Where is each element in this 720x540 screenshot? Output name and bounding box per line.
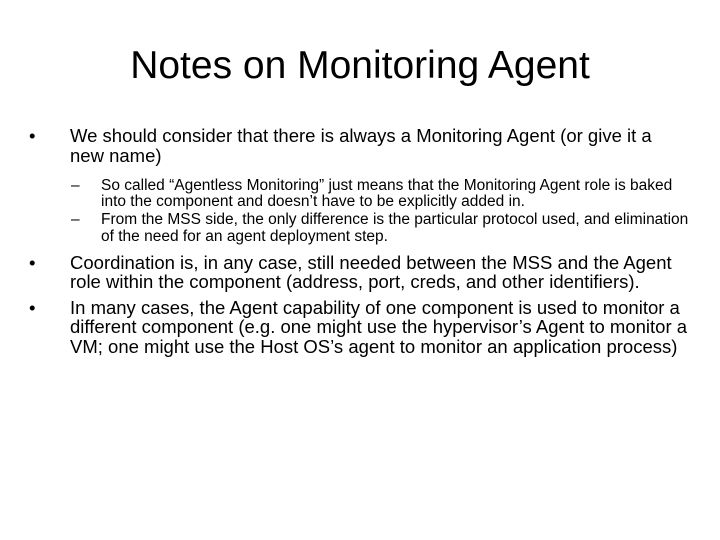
bullet-item-3 bbox=[26, 298, 690, 357]
bullet-icon: • bbox=[29, 125, 36, 146]
bullet-icon: • bbox=[29, 296, 36, 318]
dash-icon: – bbox=[71, 211, 80, 229]
bullet-item-1-text: We should consider that there is always a Monitoring Agent (or give it a new name) bbox=[70, 125, 652, 166]
bullet-item-3-text: In many cases, the Agent capability of one component is used to monitor a different component (e.g. one might use the hypervisor’s Agent to monitor a VM; one might use the Host OS’s agent to monitor an application process) bbox=[70, 296, 688, 357]
bullet-icon: • bbox=[29, 251, 36, 273]
bullet-item-1 bbox=[26, 126, 690, 165]
sub-bullet-item-1-text: So called “Agentless Monitoring” just means that the Monitoring Agent role is baked into the component and doesn’t have to be explicitly added in. bbox=[101, 177, 673, 211]
bullet-item-2 bbox=[26, 253, 690, 292]
sub-bullet-list bbox=[26, 178, 690, 245]
slide-body bbox=[26, 126, 690, 356]
slide-title: Notes on Monitoring Agent bbox=[130, 44, 590, 87]
bullet-item-2-text: Coordination is, in any case, still needed between the MSS and the Agent role within the component (address, port, creds, and other identifiers). bbox=[70, 251, 672, 293]
dash-icon: – bbox=[71, 177, 80, 194]
sub-bullet-item-2-text: From the MSS side, the only difference is the particular protocol used, and elimination of the need for an agent deployment step. bbox=[101, 211, 689, 245]
sub-bullet-item-2 bbox=[26, 212, 690, 244]
sub-bullet-item-1 bbox=[26, 178, 690, 210]
